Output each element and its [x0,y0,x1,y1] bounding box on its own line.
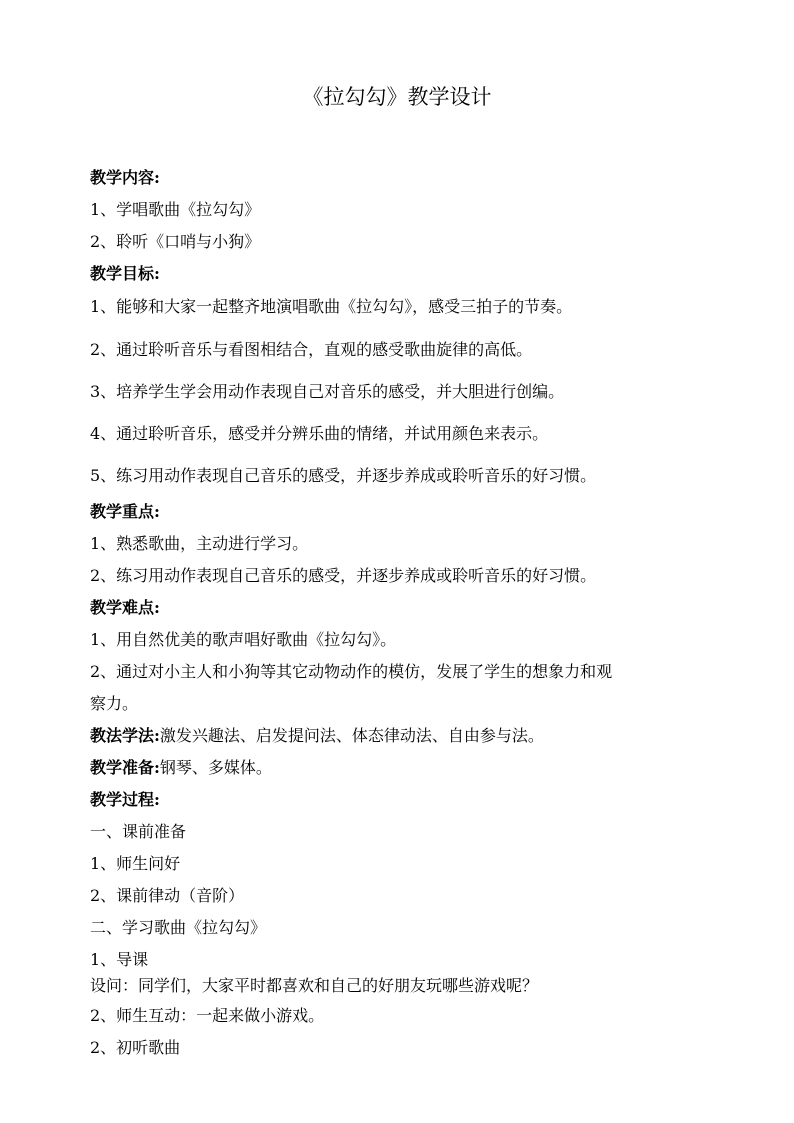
process-item: 二、学习歌曲《拉勾勾》 [90,918,267,937]
goal-item: 4、通过聆听音乐，感受并分辨乐曲的情绪，并试用颜色来表示。 [90,424,549,443]
methods-text: 激发兴趣法、启发提问法、体态律动法、自由参与法。 [159,726,544,745]
document-title: 《拉勾勾》教学设计 [302,85,492,109]
section-heading-process: 教学过程: [90,790,160,809]
section-heading-goals: 教学目标: [90,264,160,283]
goal-item: 1、能够和大家一起整齐地演唱歌曲《拉勾勾》，感受三拍子的节奏。 [90,297,573,316]
process-item: 2、师生互动：一起来做小游戏。 [90,1006,325,1025]
methods-line [90,724,730,748]
goal-item: 3、培养学生学会用动作表现自己对音乐的感受，并大胆进行创编。 [90,382,565,401]
process-item: 设问：同学们，大家平时都喜欢和自己的好朋友玩哪些游戏呢？ [90,976,539,995]
preparation-line [90,756,730,780]
goal-item: 5、练习用动作表现自己音乐的感受，并逐步养成或聆听音乐的好习惯。 [90,466,597,485]
methods-label: 教法学法: [90,726,160,745]
preparation-text: 钢琴、多媒体。 [159,758,272,777]
process-item: 1、师生问好 [90,854,181,873]
section-heading-difficulties: 教学难点: [90,598,160,617]
process-item: 1、导课 [90,950,149,969]
process-item: 2、初听歌曲 [90,1038,181,1057]
key-point-item: 2、练习用动作表现自己音乐的感受，并逐步养成或聆听音乐的好习惯。 [90,566,597,585]
process-item: 一、课前准备 [90,822,187,841]
difficulty-item-continued: 察力。 [90,694,139,713]
content-item: 1、学唱歌曲《拉勾勾》 [90,200,261,219]
key-point-item: 1、熟悉歌曲，主动进行学习。 [90,534,309,553]
process-item: 2、课前律动（音阶） [90,886,245,905]
preparation-label: 教学准备: [90,758,160,777]
goal-item: 2、通过聆听音乐与看图相结合，直观的感受歌曲旋律的高低。 [90,340,533,359]
content-item: 2、聆听《口哨与小狗》 [90,232,261,251]
difficulty-item: 2、通过对小主人和小狗等其它动物动作的模仿，发展了学生的想象力和观 [90,662,613,681]
difficulty-item: 1、用自然优美的歌声唱好歌曲《拉勾勾》。 [90,630,397,649]
section-heading-content: 教学内容: [90,168,160,187]
section-heading-key-points: 教学重点: [90,502,160,521]
